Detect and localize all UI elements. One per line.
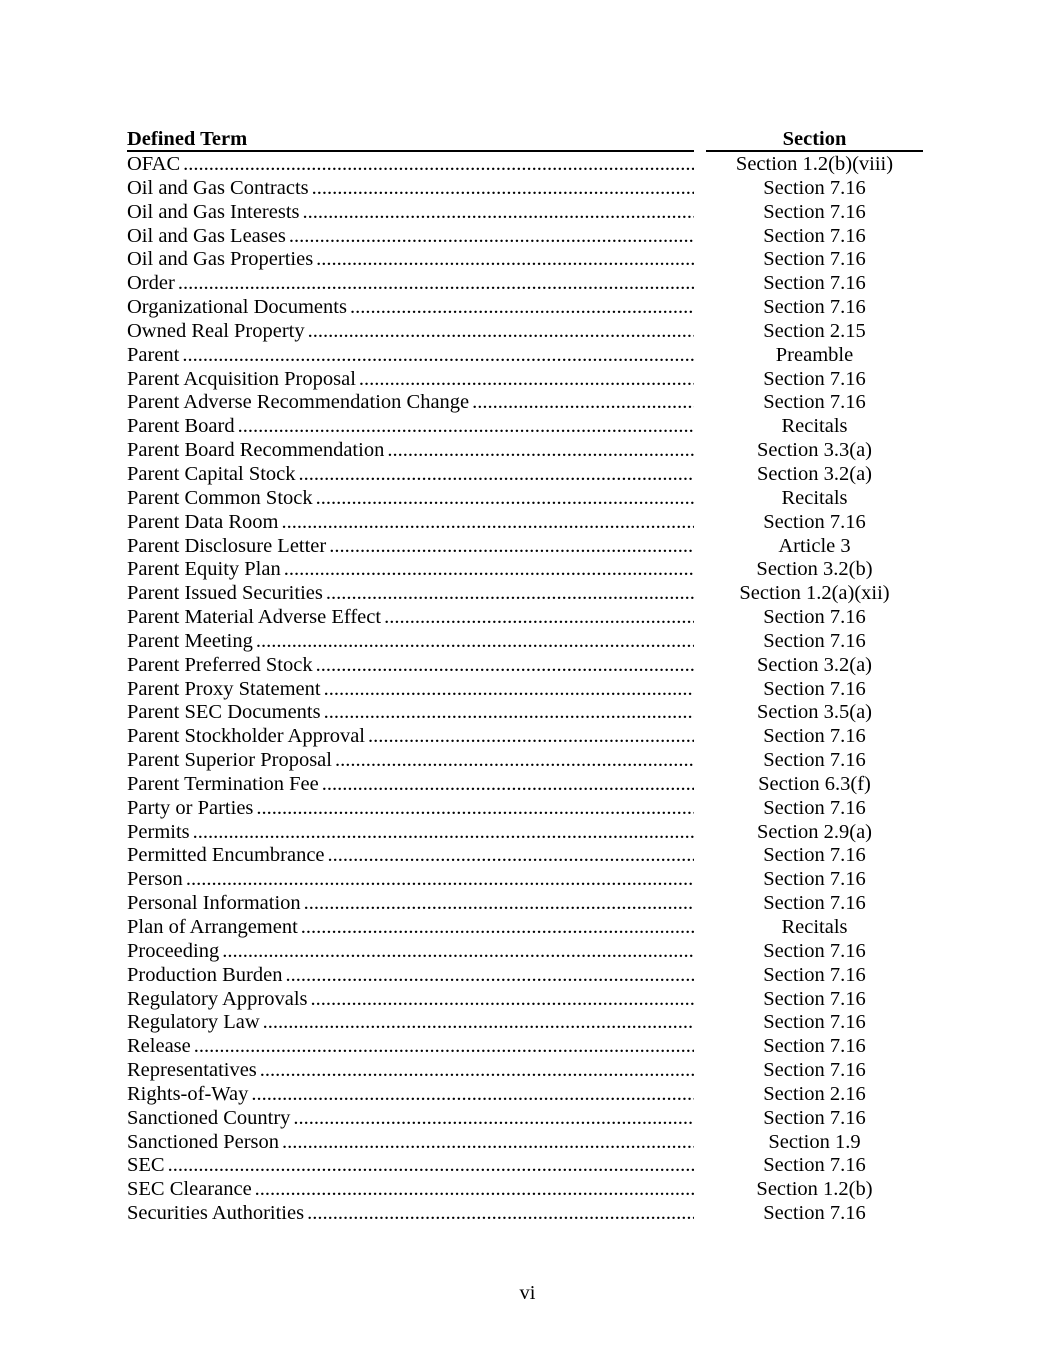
section-reference: Section 7.16 [763,629,866,652]
column-gap [694,511,706,535]
page-number: vi [519,1282,536,1304]
defined-term-label: SEC [127,1154,165,1177]
column-gap [694,391,706,415]
table-row [127,988,923,1012]
table-row [127,940,923,964]
defined-term-cell [127,1107,694,1131]
dot-leader [309,177,694,201]
section-reference: Section 7.16 [763,224,866,247]
dot-leader [365,725,694,749]
column-gap [694,153,706,177]
column-gap [694,1083,706,1107]
table-row [127,630,923,654]
table-row [127,177,923,201]
table-row [127,463,923,487]
table-row [127,725,923,749]
column-gap [694,1131,706,1155]
defined-term-cell [127,415,694,439]
column-gap [694,821,706,845]
defined-term-label: Parent Board Recommendation [127,439,385,462]
table-row [127,654,923,678]
dot-leader [165,1154,694,1178]
defined-term-cell [127,606,694,630]
table-row [127,773,923,797]
defined-term-label: Parent Board [127,415,235,438]
column-gap [694,415,706,439]
table-row [127,272,923,296]
column-gap [694,1035,706,1059]
table-row [127,821,923,845]
defined-term-label: Parent Proxy Statement [127,677,321,700]
section-reference: Section 3.2(a) [757,462,872,485]
column-gap [694,725,706,749]
column-gap [694,368,706,392]
section-reference: Section 7.16 [763,367,866,390]
table-row [127,1131,923,1155]
column-gap [694,1011,706,1035]
defined-term-label: Parent Disclosure Letter [127,534,327,557]
column-gap [694,535,706,559]
table-row [127,892,923,916]
dot-leader [260,1011,694,1035]
section-reference: Section 7.16 [763,677,866,700]
section-reference: Section 3.2(b) [756,558,873,581]
column-header-defined-term: Defined Term [127,129,694,152]
defined-term-label: Oil and Gas Interests [127,200,300,223]
dot-leader [175,272,694,296]
defined-term-label: Permitted Encumbrance [127,844,325,867]
table-row [127,606,923,630]
defined-term-cell [127,630,694,654]
column-gap [694,1107,706,1131]
defined-term-cell [127,558,694,582]
column-gap [694,296,706,320]
table-row [127,582,923,606]
section-reference: Section 7.16 [763,1011,866,1034]
column-header-section: Section [706,129,923,152]
column-gap [694,797,706,821]
dot-leader [313,487,694,511]
dot-leader [296,463,694,487]
defined-term-label: Proceeding [127,939,220,962]
defined-term-label: Person [127,868,183,891]
table-row [127,296,923,320]
defined-term-cell [127,535,694,559]
defined-term-cell [127,463,694,487]
defined-term-label: Plan of Arrangement [127,916,298,938]
defined-term-cell [127,1035,694,1059]
dot-leader [253,797,694,821]
section-reference: Section 1.2(b)(viii) [735,153,894,175]
defined-term-cell [127,868,694,892]
dot-leader [278,511,694,535]
defined-term-label: Securities Authorities [127,1202,305,1225]
column-gap [694,844,706,868]
table-header-row [127,129,923,152]
defined-term-cell [127,439,694,463]
table-row [127,415,923,439]
defined-term-cell [127,1154,694,1178]
defined-term-cell [127,940,694,964]
defined-term-cell [127,1178,694,1202]
dot-leader [356,368,694,392]
section-reference: Section 7.16 [763,963,866,986]
column-gap [694,439,706,463]
column-gap [694,225,706,249]
column-gap [694,463,706,487]
dot-leader [325,844,694,868]
section-reference: Article 3 [778,534,851,557]
defined-term-label: Parent Termination Fee [127,772,319,795]
section-reference: Section 6.3(f) [758,772,871,795]
table-row [127,1178,923,1202]
dot-leader [248,1083,694,1107]
table-row [127,344,923,368]
section-reference: Section 3.5(a) [757,701,872,724]
defined-term-cell [127,916,694,940]
dot-leader [183,868,694,892]
section-reference: Section 3.3(a) [757,439,872,462]
defined-term-label: Parent Capital Stock [127,462,296,485]
table-row [127,1011,923,1035]
column-gap [694,344,706,368]
defined-term-label: Rights-of-Way [127,1082,249,1105]
table-row [127,797,923,821]
dot-leader [190,821,694,845]
defined-term-label: Parent Equity Plan [127,558,281,581]
section-reference: Section 7.16 [763,868,866,891]
section-reference: Section 7.16 [763,939,866,962]
dot-leader [286,225,694,249]
section-reference: Section 7.16 [763,1059,866,1082]
section-reference: Recitals [781,916,848,938]
section-reference: Section 7.16 [763,200,866,223]
defined-term-cell [127,1059,694,1083]
section-reference: Section 2.16 [763,1082,866,1105]
dot-leader [235,415,694,439]
dot-leader [252,1178,694,1202]
column-gap [694,916,706,940]
table-row [127,1202,923,1226]
dot-leader [326,535,694,559]
column-gap [694,606,706,630]
table-body [127,153,923,1226]
defined-term-cell [127,892,694,916]
section-reference: Section 2.15 [763,319,866,342]
defined-term-label: Production Burden [127,963,283,986]
dot-leader [300,201,695,225]
table-row [127,678,923,702]
defined-term-label: Order [127,272,175,295]
dot-leader [253,630,694,654]
dot-leader [301,892,694,916]
dot-leader [381,606,694,630]
table-row [127,1059,923,1083]
dot-leader [281,558,694,582]
dot-leader [257,1059,694,1083]
defined-term-label: SEC Clearance [127,1178,252,1201]
defined-term-cell [127,844,694,868]
section-reference: Section 7.16 [763,725,866,748]
defined-term-cell [127,1202,694,1226]
defined-term-label: Sanctioned Country [127,1106,291,1129]
table-row [127,1083,923,1107]
table-row [127,391,923,415]
column-gap [694,1178,706,1202]
defined-term-label: Parent Superior Proposal [127,749,332,772]
defined-term-label: Parent [127,343,180,366]
table-row [127,320,923,344]
section-reference: Section 7.16 [763,1154,866,1177]
dot-leader [180,153,694,177]
defined-term-cell [127,988,694,1012]
column-gap [694,749,706,773]
defined-term-cell [127,487,694,511]
defined-term-label: Owned Real Property [127,319,305,342]
section-reference: Preamble [775,343,854,366]
defined-term-label: Regulatory Approvals [127,987,308,1010]
table-row [127,225,923,249]
column-gap [694,892,706,916]
defined-term-label: Parent Issued Securities [127,582,323,605]
defined-term-label: Oil and Gas Contracts [127,176,309,199]
defined-term-label: Parent Adverse Recommendation Change [127,391,470,414]
table-row [127,368,923,392]
table-row [127,487,923,511]
column-gap [694,1059,706,1083]
table-row [127,1035,923,1059]
column-gap [694,129,706,152]
dot-leader [298,916,694,940]
defined-term-label: Regulatory Law [127,1011,260,1034]
defined-term-cell [127,1131,694,1155]
column-gap [694,654,706,678]
table-row [127,701,923,725]
dot-leader [313,654,694,678]
section-reference: Section 7.16 [763,391,866,414]
section-reference: Section 7.16 [763,1106,866,1129]
dot-leader [347,296,694,320]
defined-term-cell [127,678,694,702]
dot-leader [219,940,694,964]
section-reference: Section 1.9 [768,1130,861,1153]
dot-leader [319,773,694,797]
defined-term-label: Parent Meeting [127,629,253,652]
defined-term-cell [127,201,694,225]
defined-term-label: Parent Data Room [127,510,279,533]
table-row [127,511,923,535]
defined-term-cell [127,225,694,249]
column-gap [694,201,706,225]
section-reference: Section 7.16 [763,796,866,819]
defined-term-cell [127,248,694,272]
section-reference: Section 7.16 [763,749,866,772]
dot-leader [313,248,694,272]
column-gap [694,1202,706,1226]
dot-leader [191,1035,694,1059]
section-reference: Section 2.9(a) [757,820,872,843]
section-reference: Section 7.16 [763,176,866,199]
defined-term-cell [127,725,694,749]
defined-term-cell [127,177,694,201]
dot-leader [323,582,694,606]
section-reference: Section 7.16 [763,892,866,915]
defined-term-cell [127,749,694,773]
column-gap [694,320,706,344]
defined-term-cell [127,773,694,797]
defined-term-label: Parent Acquisition Proposal [127,367,356,390]
column-gap [694,487,706,511]
dot-leader [179,344,694,368]
column-gap [694,630,706,654]
dot-leader [469,391,694,415]
section-reference: Section 1.2(a)(xii) [739,582,890,605]
defined-term-cell [127,368,694,392]
column-gap [694,678,706,702]
section-reference: Section 7.16 [763,844,866,867]
defined-term-cell [127,701,694,725]
dot-leader [290,1107,694,1131]
defined-term-label: OFAC [127,153,181,175]
table-row [127,535,923,559]
column-gap [694,988,706,1012]
defined-term-label: Personal Information [127,892,301,915]
table-row [127,749,923,773]
defined-term-cell [127,344,694,368]
defined-term-cell [127,391,694,415]
defined-term-cell [127,797,694,821]
column-gap [694,964,706,988]
table-row [127,439,923,463]
defined-term-cell [127,1083,694,1107]
column-gap [694,272,706,296]
defined-term-cell [127,320,694,344]
defined-term-cell [127,511,694,535]
dot-leader [305,320,694,344]
section-reference: Section 3.2(a) [757,653,872,676]
defined-term-cell [127,582,694,606]
column-gap [694,1154,706,1178]
column-gap [694,177,706,201]
column-gap [694,773,706,797]
section-reference: Section 7.16 [763,272,866,295]
section-reference: Section 7.16 [763,987,866,1010]
defined-term-cell [127,964,694,988]
defined-term-cell [127,153,694,177]
defined-term-label: Organizational Documents [127,296,347,319]
defined-term-label: Representatives [127,1059,257,1082]
dot-leader [384,439,694,463]
column-gap [694,701,706,725]
defined-term-label: Parent SEC Documents [127,701,321,724]
section-reference: Recitals [781,486,848,509]
section-reference: Section 7.16 [763,1035,866,1058]
dot-leader [321,678,694,702]
defined-term-label: Oil and Gas Leases [127,224,286,247]
column-gap [694,558,706,582]
defined-term-label: Oil and Gas Properties [127,248,314,271]
table-row [127,558,923,582]
defined-term-label: Release [127,1035,191,1058]
table-row [127,248,923,272]
dot-leader [332,749,694,773]
table-row [127,916,923,940]
defined-term-cell [127,296,694,320]
defined-term-cell [127,272,694,296]
table-row [127,868,923,892]
table-row [127,153,923,177]
defined-term-cell [127,1011,694,1035]
dot-leader [282,964,694,988]
dot-leader [308,988,695,1012]
defined-term-label: Sanctioned Person [127,1130,280,1153]
column-gap [694,868,706,892]
dot-leader [304,1202,694,1226]
section-reference: Section 1.2(b) [756,1178,873,1201]
section-reference: Section 7.16 [763,1202,866,1225]
table-row [127,844,923,868]
table-row [127,1154,923,1178]
defined-term-cell [127,821,694,845]
column-gap [694,940,706,964]
section-reference: Section 7.16 [763,248,866,271]
table-row [127,201,923,225]
section-reference: Section 7.16 [763,606,866,629]
table-row [127,1107,923,1131]
defined-term-label: Parent Material Adverse Effect [127,606,382,629]
defined-term-label: Parent Common Stock [127,486,313,509]
section-reference: Recitals [781,415,848,438]
dot-leader [321,701,694,725]
column-gap [694,248,706,272]
defined-term-label: Parent Stockholder Approval [127,725,365,748]
section-reference: Section 7.16 [763,296,866,319]
defined-term-label: Parent Preferred Stock [127,653,313,676]
dot-leader [279,1131,694,1155]
section-reference: Section 7.16 [763,510,866,533]
defined-term-cell [127,654,694,678]
defined-term-label: Party or Parties [127,796,254,819]
column-gap [694,582,706,606]
defined-term-label: Permits [127,820,190,843]
table-row [127,964,923,988]
defined-terms-index [127,129,923,1226]
